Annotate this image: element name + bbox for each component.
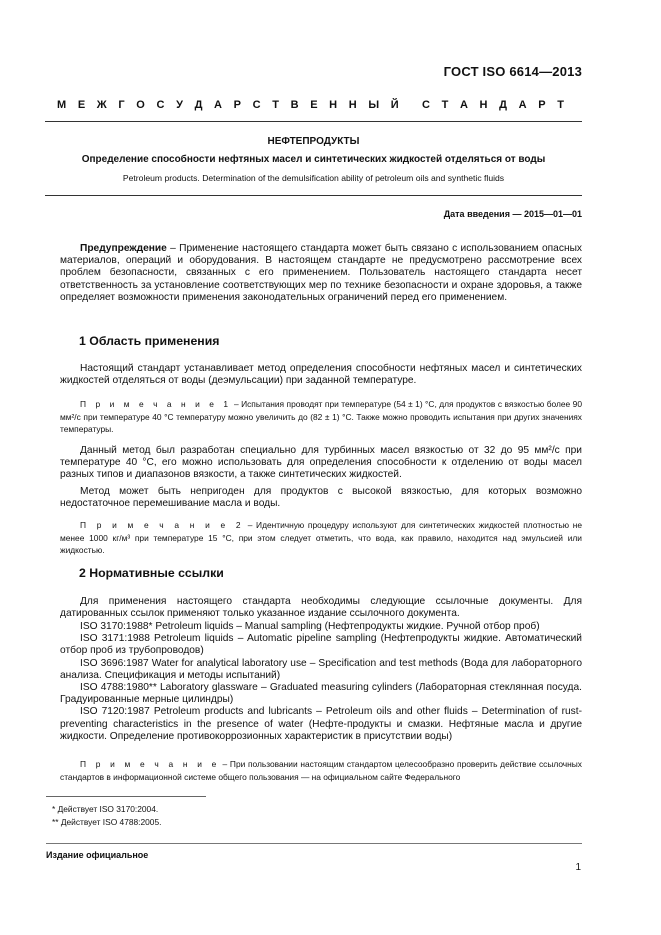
warning-paragraph [60,243,582,304]
banner-letter: Д [499,99,507,111]
reference-list [60,621,582,743]
banner-letter: М [57,99,67,111]
note-1-label: П р и м е ч а н и е 1 [80,399,232,409]
page-number: 1 [575,862,581,873]
banner-letter: У [176,99,183,111]
section-1-heading: 1 Область применения [79,334,220,348]
header-rule [45,121,582,122]
banner-letter: Г [118,99,125,111]
section-1-paragraph-1: Настоящий стандарт устанавливает метод определения способности нефтяных масел и синтетических жидкостей отделяться от воды (деэмульсации) при заданной температуре. [60,363,582,387]
footnote-rule [46,796,206,797]
note-2 [60,519,582,557]
banner-letter: Н [479,99,488,111]
note-1-text: – Испытания проводят при температуре (54 ± 1) °С, для продуктов с вязкостью более 90 мм²/с при температуре 40 °С температуру можно увеличить до (82 ± 1) °С. Также можно проводить испытания при других значениях температуры. [60,399,582,434]
section-2-note-label: П р и м е ч а н и е [80,759,220,769]
banner-letter: С [421,99,430,111]
section-1-paragraph-3: Метод может быть непригоден для продуктов с высокой вязкостью, для которых возможно недостаточное перемешивание масла и воды. [60,486,582,510]
banner-letter: Т [272,99,279,111]
section-2-note-text: – При пользовании настоящим стандартом целесообразно проверить действие ссылочных стандартов в информационной системе общего пользования — на официальном сайте Федерального [60,759,582,782]
reference-item: ISO 3170:1988* Petroleum liquids – Manual sampling (Нефтепродукты жидкие. Ручной отбор проб) [80,621,540,632]
reference-item: ISO 4788:1980** Laboratory glassware – Graduated measuring cylinders (Лабораторная стеклянная посуда. Градуированные мерные цилиндры) [60,682,582,706]
banner-letter: А [214,99,222,111]
banner-letter: Т [441,99,449,111]
section-2-note [60,758,582,783]
reference-item: ISO 3171:1988 Petroleum liquids – Automatic pipeline sampling (Нефтепродукты жидкие. Автоматический отбор проб из трубопроводов) [60,633,582,657]
document-title: НЕФТЕПРОДУКТЫ [267,136,360,147]
banner-letter: Ж [96,99,107,111]
footnote-1: * Действует ISO 3170:2004. [52,804,159,814]
edition-label: Издание официальное [46,850,149,860]
banner-letter: А [459,99,468,111]
section-2-heading: 2 Нормативные ссылки [79,566,224,580]
footnote-2: ** Действует ISO 4788:2005. [52,817,162,827]
footer-rule [46,843,582,844]
banner-letter: Т [557,99,564,111]
banner-letter: О [136,99,145,111]
banner-letter: С [252,99,261,111]
banner-letter: Е [77,99,86,111]
banner-letter: Й [390,99,399,111]
banner-letter: С [156,99,165,111]
title-rule [45,195,582,196]
banner-letter: Н [348,99,357,111]
banner-letter: Е [310,99,318,111]
note-2-label: П р и м е ч а н и е 2 [80,520,244,530]
banner-letter: Н [329,99,338,111]
banner-letter: Ы [368,99,380,111]
reference-item: ISO 7120:1987 Petroleum products and lubricants – Petroleum oils and other fluids – Determination of rust-preventing characteristics in the presence of water (Нефте-продукты и смазки. Нефтяные масла и другие жидкости. Определение противокоррозионных характеристик в присутствии воды) [60,706,582,742]
banner-letter: А [518,99,527,111]
note-1 [60,398,582,436]
note-2-text: – Идентичную процедуру используют для синтетических жидкостей плотностью не менее 1000 кг/м³ при температуре 15 °С, при этом следует отметить, что вода, как правило, находится над эмульсией или жидкостью. [60,520,582,555]
warning-label: Предупреждение [80,243,167,254]
interstate-standard-banner [57,99,564,111]
warning-text: – Применение настоящего стандарта может быть связано с использованием опасных материалов, операций и оборудования. В настоящем стандарте не предусмотрено рассмотрение всех проблем безопасности, связанных с его применением. Пользователь настоящего стандарта несет ответственность за установление соответствующих мер по технике безопасности и охране здоровья, а также определяет возможности применения законодательных ограничений перед его применением. [60,243,582,303]
gost-number: ГОСТ ISO 6614—2013 [443,64,582,79]
banner-letter: В [290,99,299,111]
document-subtitle: Определение способности нефтяных масел и синтетических жидкостей отделяться от воды [81,154,546,165]
section-1-paragraph-2: Данный метод был разработан специально для турбинных масел вязкостью от 32 до 95 мм²/с при температуре 40 °С, его можно использовать для определения способности к отделению от воды масел разных типов и диапазонов вязкости, а также синтетических жидкостей. [60,445,582,481]
reference-item: ISO 3696:1987 Water for analytical laboratory use – Specification and test methods (Вода для лабораторного анализа. Спецификация и методы испытаний) [60,657,582,681]
banner-letter: Р [538,99,546,111]
section-2-paragraph-1: Для применения настоящего стандарта необходимы следующие ссылочные документы. Для датированных ссылок применяют только указанное издание ссылочного документа. [60,596,582,620]
date-of-introduction: Дата введения — 2015—01—01 [443,209,582,219]
document-title-en: Petroleum products. Determination of the demulsification ability of petroleum oils and synthetic fluids [122,173,505,183]
banner-letter: Р [233,99,241,111]
banner-letter: Д [194,99,203,111]
